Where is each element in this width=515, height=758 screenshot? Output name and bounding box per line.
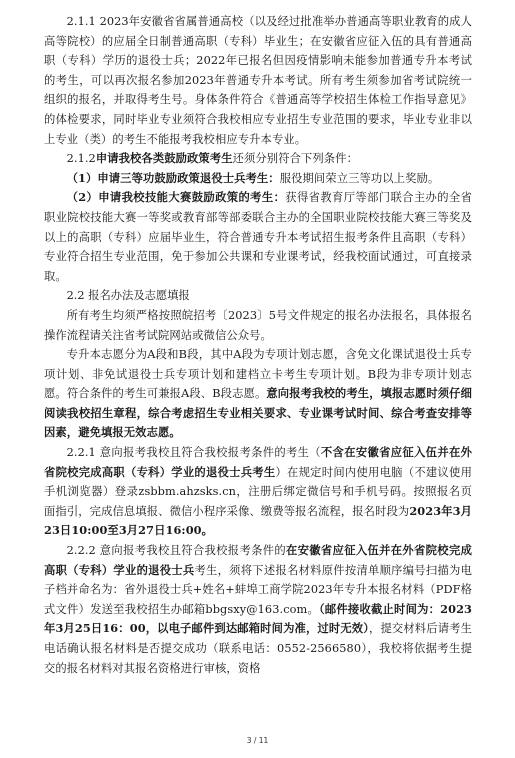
- paragraph-2-2-2: [44, 541, 472, 678]
- bold-phrase: （2）申请我校技能大赛鼓励政策的考生：: [66, 190, 286, 205]
- paragraph-text: ，提交材料后请考生电话确认报名材料是否提交成功（联系电话：0552-2566580），我校将依据考生提交的报名材料对其报名资格进行审核，资格: [44, 622, 472, 675]
- paragraph-2-1-2: [44, 149, 472, 169]
- paragraph-text: 2.2.1 意向报考我校且符合我校报考条件的考生（: [66, 446, 321, 460]
- section-number: 2.1.2: [66, 152, 96, 166]
- document-body: [44, 12, 472, 678]
- section-heading-2-2: [44, 286, 472, 306]
- paragraph-text: 专升本志愿分为A段和B段，其中A段为专项计划志愿，含免文化课试退役士兵专项计划、非免试退役士兵专项计划和建档立卡考生专项计划。B段为非专项计划志愿。符合条件的考生可兼报A段、B段志愿。: [44, 348, 472, 401]
- paragraph-text: 服役期间荣立三等功以上奖励。: [279, 171, 440, 185]
- page-number: 3 / 11: [246, 736, 269, 745]
- paragraph-registration: [44, 306, 472, 345]
- paragraph-text: 还须分别符合下列条件：: [232, 152, 358, 166]
- paragraph-2-2-1: [44, 443, 472, 541]
- paragraph-text: 所有考生均须严格按照皖招考〔2023〕5号文件规定的报名办法报名，具体报名操作流程请关注省考试院网站或微信公众号。: [44, 308, 472, 342]
- paragraph-text: 2.2.2 意向报考我校且符合我校报考条件的: [66, 544, 286, 558]
- paragraph-text: 2.1.1 2023年安徽省省属普通高校（以及经过批准举办普通高等职业教育的成人高等院校）的应届全日制普通高职（专科）毕业生；在安徽省应征入伍的具有普通高职（专科）学历的退役士兵；2022年已报名但因疫情影响未能参加普通专升本考试的考生，可以再次报名参加2023年普通专升本考试。所有考生须参加省考试院统一组织的报名，并取得考生号。身体条件符合《普通高等学校招生体检工作指导意见》的体检要求，同时毕业专业须符合我校相应专业招生专业范围的要求，毕业专业非以上专业（类）的考生不能报考我校相应专升本专业。: [44, 15, 472, 146]
- paragraph-text: ）在规定时间内使用电脑（不建议使用手机浏览器）登录zsbbm.ahzsks.cn，注册后绑定微信号和手机号码。按照报名页面指引，完成信息填报、微信小程序采像、缴费等报名流程，报名时段为: [44, 465, 473, 518]
- bold-phrase: 申请我校各类鼓励政策考生: [95, 151, 233, 166]
- heading-text: 2.2 报名办法及志愿填报: [66, 289, 190, 303]
- bold-phrase: 在安徽省应征入伍并在外省院校完成高职（专科）学业的退役士兵: [44, 543, 472, 577]
- bold-phrase: 2023年3月23日10:00至3月27日16:00。: [44, 503, 472, 538]
- bold-phrase: 不含在安徽省应征入伍并在外省院校完成高职（专科）学业的退役士兵考生: [44, 445, 472, 479]
- paragraph-condition-1: [44, 169, 472, 189]
- paragraph-2-1-1: [44, 12, 472, 149]
- paragraph-text: 获得省教育厅等部门联合主办的全省职业院校技能大赛一等奖或教育部等部委联合主办的全国职业院校技能大赛三等奖及以上的高职（专科）应届毕业生，符合普通专升本考试招生报考条件且高职（专科）专业符合招生专业范围，免于参加公共课和专业课考试，经我校面试通过，可直接录取。: [44, 191, 473, 283]
- paragraph-text: 考生，须将下述报名材料原件按清单顺序编号扫描为电子档并命名为：省外退役士兵+姓名+蚌埠工商学院2023年专升本报名材料（PDF格式文件）发送至我校招生办邮箱bbgsxy@163.com。: [44, 563, 472, 616]
- paragraph-volunteer: [44, 345, 472, 443]
- bold-phrase: （1）申请三等功鼓励政策退役士兵考生：: [66, 170, 280, 185]
- bold-phrase: （邮件接收截止时间为：2023年3月25日16：00，以电子邮件到达邮箱时间为准，过时无效）: [44, 601, 473, 636]
- paragraph-condition-2: [44, 188, 472, 286]
- bold-phrase: 意向报考我校的考生，填报志愿时须仔细阅读我校招生章程，综合考虑招生专业相关要求、专业课考试时间、综合考查安排等因素，避免填报无效志愿。: [44, 386, 472, 440]
